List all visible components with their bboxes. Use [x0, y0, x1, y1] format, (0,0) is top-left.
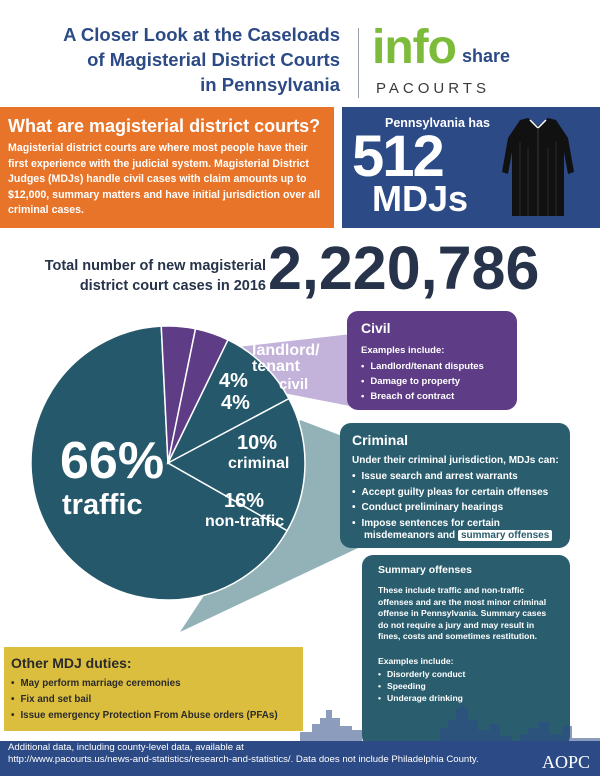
- criminal-list: [352, 469, 548, 531]
- slice-landlord-percent: 4%: [219, 370, 248, 392]
- slice-nontraffic-percent: 16%: [224, 490, 265, 512]
- criminal-item-1: • Issue search and arrest warrants: [352, 469, 548, 485]
- summary-body: [378, 585, 546, 643]
- criminal-intro: Under their criminal jurisdiction, MDJs can:: [352, 455, 559, 466]
- summary-body-line-3: offense in Pennsylvania. Summary cases: [378, 608, 547, 618]
- mdj-count-label: Pennsylvania has: [385, 116, 490, 130]
- summary-examples-list: [378, 668, 465, 704]
- criminal-item-3: • Conduct preliminary hearings: [352, 500, 548, 516]
- other-duty-3: • Issue emergency Protection From Abuse orders (PFAs): [11, 708, 278, 724]
- other-duties-title: Other MDJ duties:: [11, 655, 132, 671]
- summary-example-1: • Disorderly conduct: [378, 668, 465, 680]
- summary-body-line-4: do not require a jury and may result in: [378, 619, 535, 630]
- summary-body-line-1: These include traffic and non-traffic: [378, 585, 525, 595]
- title-line-3: in Pennsylvania: [200, 74, 340, 95]
- city-skyline-icon: [0, 700, 600, 745]
- header-divider: [358, 28, 359, 98]
- summary-body-line-2: offenses and are the most minor criminal: [378, 596, 547, 607]
- slice-landlord-label-2: tenant: [252, 358, 300, 375]
- logo-info-text: info: [372, 21, 456, 74]
- slice-landlord-label-1: landlord/: [252, 342, 320, 359]
- mdj-count-unit: MDJs: [372, 178, 469, 219]
- criminal-item-2: • Accept guilty pleas for certain offenses: [352, 485, 548, 501]
- footer-note: [8, 742, 528, 766]
- total-cases-value: 2,220,786: [268, 234, 540, 302]
- criminal-item-4: • Impose sentences for certain: [352, 516, 548, 532]
- criminal-last-line: [364, 530, 552, 542]
- slice-traffic-percent: 66%: [60, 432, 165, 490]
- summary-title: Summary offenses: [378, 564, 472, 576]
- civil-intro: Examples include:: [361, 345, 445, 356]
- slice-criminal-percent: 10%: [237, 432, 278, 454]
- civil-item-1: • Landlord/tenant disputes: [361, 359, 484, 374]
- criminal-title: Criminal: [352, 432, 409, 448]
- summary-example-3: • Underage drinking: [378, 692, 465, 704]
- slice-civil-label: civil: [279, 376, 309, 393]
- civil-list: [361, 359, 484, 404]
- total-label-line2: district court cases in 2016: [79, 278, 266, 294]
- mdj-count-number: 512: [352, 124, 443, 189]
- footer-line-2[interactable]: http://www.pacourts.us/news-and-statistics/research-and-statistics/. Data does not include Philadelphia County.: [8, 754, 479, 765]
- logo-share-text: share: [462, 46, 511, 66]
- logo-pacourts-text: PACOURTS: [376, 80, 490, 97]
- slice-civil-percent: 4%: [221, 392, 250, 414]
- slice-traffic-label: traffic: [62, 489, 143, 521]
- summary-body-line-5: fines, costs and sometimes restitution.: [378, 631, 538, 641]
- criminal-last-text: misdemeanors and: [364, 530, 456, 541]
- summary-example-2: • Speeding: [378, 680, 465, 692]
- civil-title: Civil: [361, 320, 391, 336]
- page-title: [10, 22, 340, 97]
- intro-body: Magisterial district courts are where most people have their first experience with the judicial system. Magisterial District Judges (MDJs) handle civil cases with claim amounts up to $12,000, summary matters and have initial jurisdiction over all criminal cases.: [8, 142, 321, 216]
- civil-item-2: • Damage to property: [361, 374, 484, 389]
- civil-item-3: • Breach of contract: [361, 389, 484, 404]
- title-line-2: of Magisterial District Courts: [87, 49, 340, 70]
- judge-robe-icon: [498, 112, 578, 220]
- intro-heading: What are magisterial district courts?: [8, 116, 321, 136]
- civil-info-box: [347, 311, 517, 410]
- footer-line-1: Additional data, including county-level data, available at: [8, 742, 244, 753]
- criminal-info-box: [340, 423, 570, 548]
- intro-box: [0, 107, 334, 228]
- other-duty-1: • May perform marriage ceremonies: [11, 676, 278, 692]
- other-duty-2: • Fix and set bail: [11, 692, 278, 708]
- slice-nontraffic-label: non-traffic: [205, 513, 285, 530]
- aopc-logo-text: AOPC: [542, 752, 591, 772]
- summary-offenses-highlight: summary offenses: [458, 530, 552, 541]
- title-line-1: A Closer Look at the Caseloads: [63, 24, 340, 45]
- total-cases-label: [36, 256, 266, 296]
- total-label-line1: Total number of new magisterial: [44, 258, 266, 274]
- slice-criminal-label: criminal: [228, 455, 290, 472]
- summary-examples-intro: Examples include:: [378, 656, 454, 666]
